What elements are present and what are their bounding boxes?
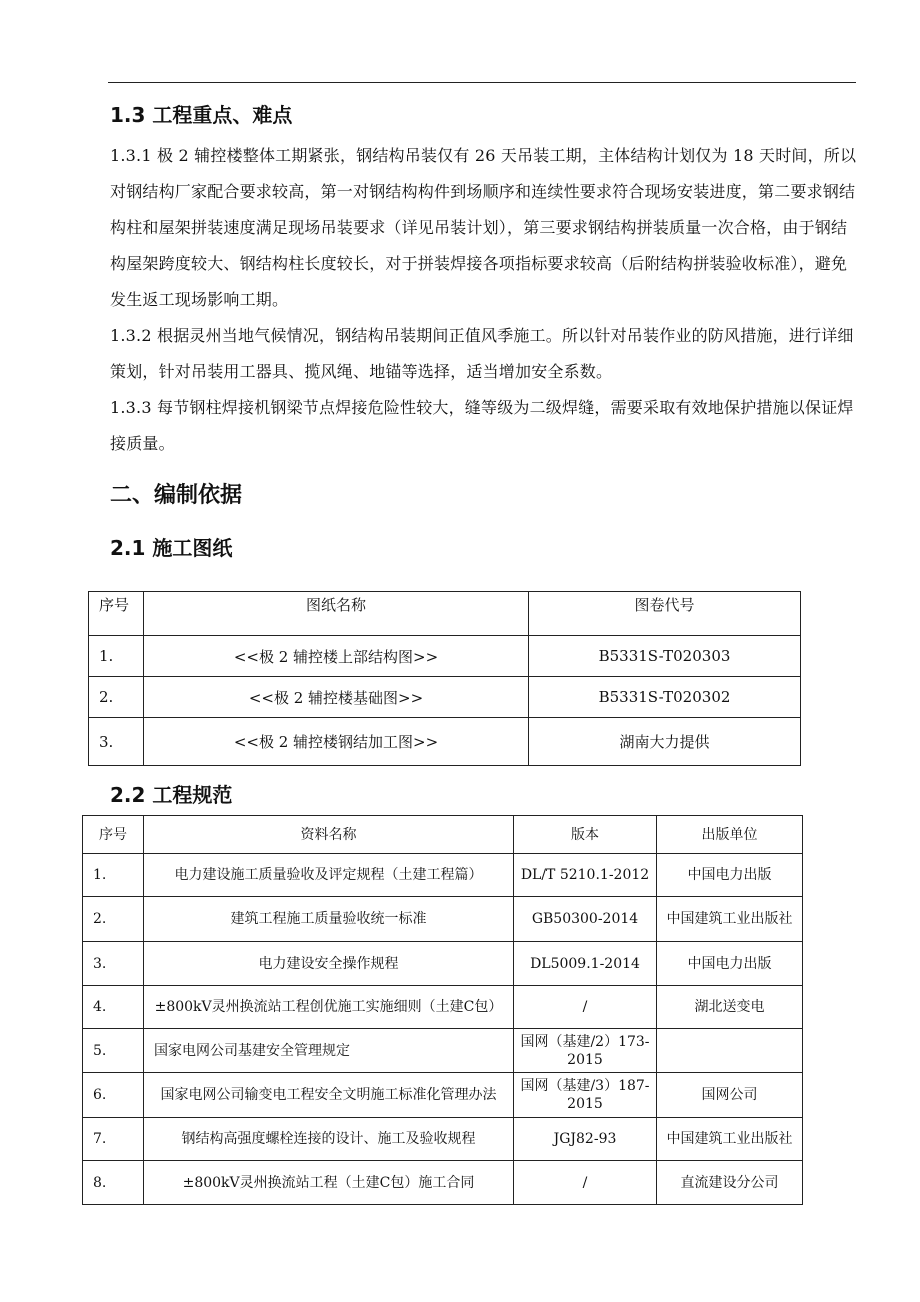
cell-version: / [514, 1161, 657, 1205]
cell-drawing-code: 湖南大力提供 [529, 718, 801, 766]
cell-index: 3. [89, 718, 144, 766]
cell-doc-name: 国家电网公司输变电工程安全文明施工标准化管理办法 [144, 1073, 514, 1118]
cell-drawing-code: B5331S-T020302 [529, 677, 801, 718]
cell-drawing-name: <<极 2 辅控楼上部结构图>> [144, 636, 529, 677]
paragraph-1-3-1: 1.3.1 极 2 辅控楼整体工期紧张，钢结构吊装仅有 26 天吊装工期，主体结构计划仅为 18 天时间，所以对钢结构厂家配合要求较高，第一对钢结构构件到场顺序和连续性要求符合现场安装进度，第二要求钢结构柱和屋架拼装速度满足现场吊装要求（详见吊装计划），第三要求钢结构拼装质量一次合格，由于钢结构屋架跨度较大、钢结构柱长度较长，对于拼装焊接各项指标要求较高（后附结构拼装验收标准），避免发生返工现场影响工期。 [110, 146, 857, 309]
table-row [83, 1029, 803, 1073]
cell-index: 3. [83, 942, 144, 986]
header-cell: 图卷代号 [529, 592, 801, 636]
cell-index: 2. [89, 677, 144, 718]
cell-doc-name: ±800kV灵州换流站工程（土建C包）施工合同 [144, 1161, 514, 1205]
cell-doc-name: 建筑工程施工质量验收统一标准 [144, 897, 514, 942]
cell-drawing-code: B5331S-T020303 [529, 636, 801, 677]
table-row [89, 677, 801, 718]
table-header-row [83, 816, 803, 854]
table-row [89, 718, 801, 766]
cell-doc-name: 国家电网公司基建安全管理规定 [144, 1029, 514, 1073]
heading-2-1: 2.1 施工图纸 [110, 536, 233, 560]
table-row [83, 1161, 803, 1205]
cell-doc-name: 钢结构高强度螺栓连接的设计、施工及验收规程 [144, 1118, 514, 1161]
cell-index: 4. [83, 986, 144, 1029]
cell-index: 7. [83, 1118, 144, 1161]
header-cell: 版本 [514, 816, 657, 854]
cell-doc-name: ±800kV灵州换流站工程创优施工实施细则（土建C包） [144, 986, 514, 1029]
cell-doc-name: 电力建设安全操作规程 [144, 942, 514, 986]
cell-version: 国网（基建/3）187-2015 [514, 1073, 657, 1118]
standards-table [82, 815, 803, 1205]
cell-drawing-name: <<极 2 辅控楼基础图>> [144, 677, 529, 718]
drawings-table [88, 591, 801, 766]
header-rule [108, 82, 856, 83]
cell-publisher: 中国建筑工业出版社 [657, 1118, 803, 1161]
paragraph-1-3-3: 1.3.3 每节钢柱焊接机钢梁节点焊接危险性较大，缝等级为二级焊缝，需要采取有效地保护措施以保证焊接质量。 [110, 398, 854, 453]
cell-version: JGJ82-93 [514, 1118, 657, 1161]
cell-publisher: 中国建筑工业出版社 [657, 897, 803, 942]
cell-publisher: 中国电力出版 [657, 942, 803, 986]
table-row [83, 1073, 803, 1118]
cell-version: / [514, 986, 657, 1029]
cell-index: 1. [89, 636, 144, 677]
cell-version: GB50300-2014 [514, 897, 657, 942]
cell-publisher: 中国电力出版 [657, 854, 803, 897]
paragraph-1-3-2: 1.3.2 根据灵州当地气候情况，钢结构吊装期间正值风季施工。所以针对吊装作业的防风措施，进行详细策划，针对吊装用工器具、揽风绳、地锚等选择，适当增加安全系数。 [110, 326, 854, 381]
cell-index: 8. [83, 1161, 144, 1205]
cell-index: 6. [83, 1073, 144, 1118]
header-cell: 序号 [83, 816, 144, 854]
header-cell: 图纸名称 [144, 592, 529, 636]
cell-version: DL/T 5210.1-2012 [514, 854, 657, 897]
cell-version: DL5009.1-2014 [514, 942, 657, 986]
cell-publisher: 湖北送变电 [657, 986, 803, 1029]
table-row [83, 897, 803, 942]
table-row [89, 636, 801, 677]
header-cell: 资料名称 [144, 816, 514, 854]
cell-publisher: 直流建设分公司 [657, 1161, 803, 1205]
cell-index: 1. [83, 854, 144, 897]
heading-1-3: 1.3 工程重点、难点 [110, 103, 293, 127]
cell-drawing-name: <<极 2 辅控楼钢结加工图>> [144, 718, 529, 766]
heading-2-2: 2.2 工程规范 [110, 783, 233, 807]
cell-publisher: 国网公司 [657, 1073, 803, 1118]
cell-version: 国网（基建/2）173-2015 [514, 1029, 657, 1073]
table-row [83, 1118, 803, 1161]
cell-publisher [657, 1029, 803, 1073]
header-cell: 序号 [89, 592, 144, 636]
table-header-row [89, 592, 801, 636]
cell-index: 5. [83, 1029, 144, 1073]
heading-2: 二、编制依据 [110, 483, 243, 508]
table-row [83, 942, 803, 986]
cell-doc-name: 电力建设施工质量验收及评定规程（土建工程篇） [144, 854, 514, 897]
table-row [83, 854, 803, 897]
cell-index: 2. [83, 897, 144, 942]
table-row [83, 986, 803, 1029]
header-cell: 出版单位 [657, 816, 803, 854]
